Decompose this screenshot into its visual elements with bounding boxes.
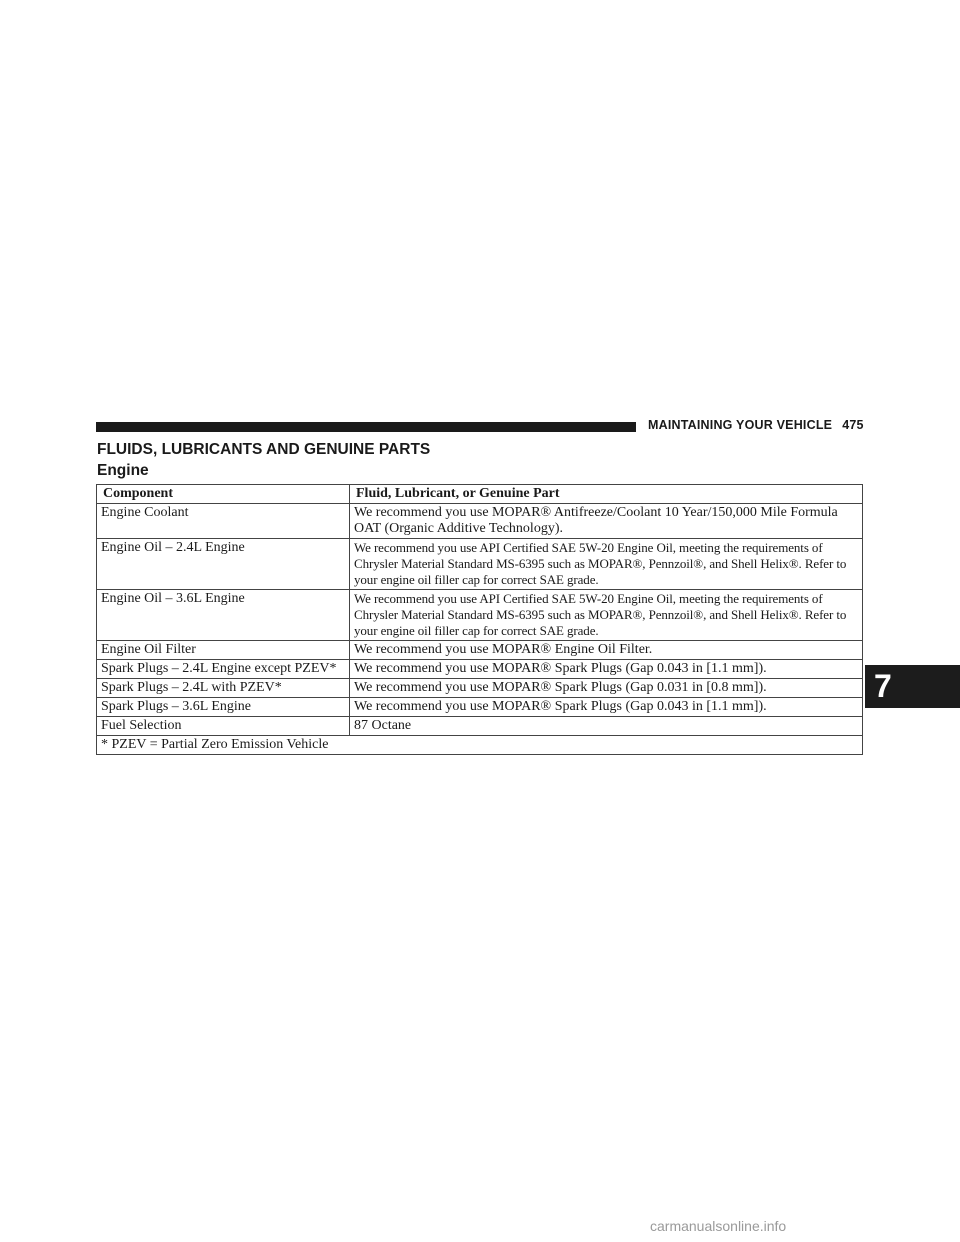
cell-component: Engine Oil Filter <box>97 641 350 660</box>
section-title: FLUIDS, LUBRICANTS AND GENUINE PARTS <box>97 441 431 458</box>
table-row <box>97 504 863 539</box>
watermark-text: carmanualsonline.info <box>650 1218 787 1234</box>
cell-component: Spark Plugs – 3.6L Engine <box>97 698 350 717</box>
cell-fluid: We recommend you use MOPAR® Engine Oil Filter. <box>350 641 863 660</box>
cell-fluid: We recommend you use MOPAR® Antifreeze/Coolant 10 Year/150,000 Mile Formula OAT (Organic Additive Technology). <box>350 504 863 539</box>
header-fluid: Fluid, Lubricant, or Genuine Part <box>350 485 863 504</box>
table-footnote-row <box>97 736 863 755</box>
cell-fluid: We recommend you use API Certified SAE 5W-20 Engine Oil, meeting the requirements of Chrysler Material Standard MS-6395 such as MOPAR®, Pennzoil®, and Shell Helix®. Refer to your engine oil filler cap for correct SAE grade. <box>350 590 863 641</box>
table-row <box>97 590 863 641</box>
header-component: Component <box>97 485 350 504</box>
chapter-tab: 7 <box>865 665 960 708</box>
cell-fluid: We recommend you use API Certified SAE 5W-20 Engine Oil, meeting the requirements of Chrysler Material Standard MS-6395 such as MOPAR®, Pennzoil®, and Shell Helix®. Refer to your engine oil filler cap for correct SAE grade. <box>350 539 863 590</box>
cell-component: Engine Coolant <box>97 504 350 539</box>
table-header-row <box>97 485 863 504</box>
running-header <box>648 418 864 432</box>
cell-component: Spark Plugs – 2.4L with PZEV* <box>97 679 350 698</box>
table-row <box>97 679 863 698</box>
table-row <box>97 698 863 717</box>
cell-component: Engine Oil – 3.6L Engine <box>97 590 350 641</box>
table-row <box>97 539 863 590</box>
header-rule <box>96 422 636 432</box>
header-section: MAINTAINING YOUR VEHICLE <box>648 418 833 432</box>
page-number: 475 <box>842 418 864 432</box>
cell-component: Engine Oil – 2.4L Engine <box>97 539 350 590</box>
table-row <box>97 641 863 660</box>
cell-fluid: We recommend you use MOPAR® Spark Plugs (Gap 0.031 in [0.8 mm]). <box>350 679 863 698</box>
fluids-table <box>96 484 863 755</box>
table-row <box>97 660 863 679</box>
table-footnote: * PZEV = Partial Zero Emission Vehicle <box>97 736 863 755</box>
cell-component: Spark Plugs – 2.4L Engine except PZEV* <box>97 660 350 679</box>
cell-fluid: 87 Octane <box>350 717 863 736</box>
cell-component: Fuel Selection <box>97 717 350 736</box>
cell-fluid: We recommend you use MOPAR® Spark Plugs (Gap 0.043 in [1.1 mm]). <box>350 660 863 679</box>
cell-fluid: We recommend you use MOPAR® Spark Plugs (Gap 0.043 in [1.1 mm]). <box>350 698 863 717</box>
sub-title: Engine <box>97 462 149 479</box>
table-row <box>97 717 863 736</box>
